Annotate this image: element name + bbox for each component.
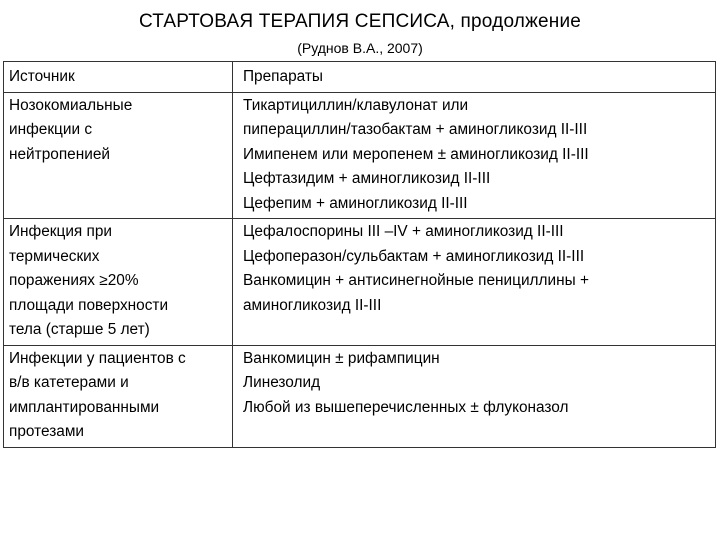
cell-line: Цефоперазон/сульбактам + аминогликозид II-III	[243, 247, 585, 265]
table-header-row	[4, 62, 716, 93]
slide-subtitle: (Руднов В.А., 2007)	[297, 40, 423, 56]
cell-line: протезами	[9, 423, 85, 440]
cell-line: Цефалоспорины III –IV + аминогликозид II-III	[243, 223, 564, 240]
cell-line: Цефепим + аминогликозид II-III	[243, 194, 468, 212]
drugs-cell	[233, 92, 716, 219]
cell-line: поражениях ≥20%	[9, 272, 139, 289]
cell-line: Ванкомицин ± рифампицин	[243, 349, 440, 367]
cell-line: инфекции с	[9, 121, 93, 138]
cell-line: Имипенем или меропенем ± аминогликозид II-III	[243, 145, 589, 163]
table-row	[4, 92, 716, 219]
drugs-cell	[233, 219, 716, 346]
cell-line: Нозокомиальные	[9, 96, 133, 114]
cell-line: имплантированными	[9, 398, 160, 416]
table-row	[4, 345, 716, 447]
cell-line: в/в катетерами и	[9, 374, 129, 391]
source-cell	[4, 92, 233, 219]
therapy-table	[3, 61, 716, 448]
cell-line: Инфекции у пациентов с	[9, 349, 186, 367]
cell-line: аминогликозид II-III	[243, 296, 382, 314]
header-source: Источник	[4, 62, 233, 93]
cell-line: тела (старше 5 лет)	[9, 321, 150, 338]
cell-line: площади поверхности	[9, 296, 169, 314]
source-cell	[4, 219, 233, 346]
cell-line: Ванкомицин + антисинегнойные пенициллины +	[243, 272, 589, 289]
slide-title: СТАРТОВАЯ ТЕРАПИЯ СЕПСИСА, продолжение	[138, 11, 582, 32]
cell-line: Тикартициллин/клавулонат или	[243, 96, 469, 114]
source-cell	[4, 345, 233, 447]
cell-line: Любой из вышеперечисленных ± флуконазол	[243, 398, 569, 416]
cell-line: Инфекция при	[9, 223, 113, 240]
header-drugs: Препараты	[233, 62, 716, 93]
cell-line: нейтропенией	[9, 145, 110, 163]
cell-line: Цефтазидим + аминогликозид II-III	[243, 170, 491, 187]
table-row	[4, 219, 716, 346]
drugs-cell	[233, 345, 716, 447]
cell-line: термических	[9, 247, 100, 265]
cell-line: пиперациллин/тазобактам + аминогликозид II-III	[243, 121, 588, 138]
cell-line: Линезолид	[243, 374, 321, 391]
